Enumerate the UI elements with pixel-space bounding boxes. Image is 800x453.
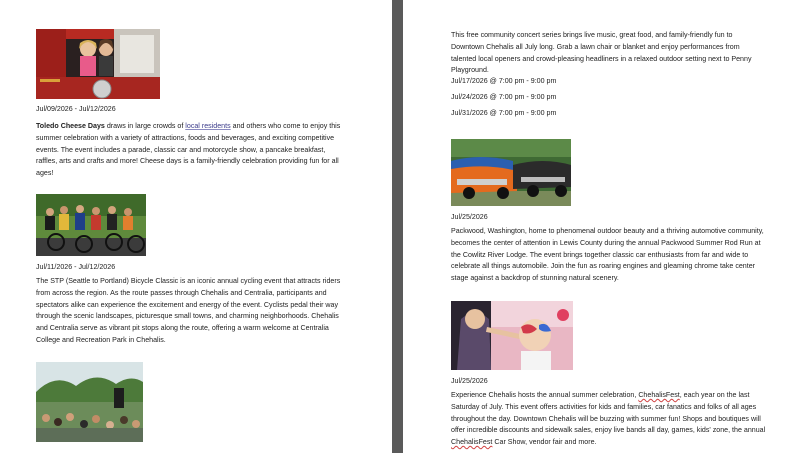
text-segment: draws in large crowds of — [104, 122, 186, 130]
event-photo-classic-cars — [451, 139, 571, 206]
event-photo-cyclists — [36, 194, 146, 256]
text-segment: and others who come to enjoy this summer celebration with a variety of attractions, foods and beverages, and exciting competitive events. The event includes a parade, classic car and motorcycle show, a pancake breakfast, raffles, arts and crafts and more! Cheese days is a family-friendly celebration providing fun for all ages! — [36, 122, 341, 178]
document-page-right — [403, 0, 800, 453]
local-residents-link[interactable]: local residents — [185, 122, 231, 130]
chehalisfest-word: ChehalisFest — [451, 438, 493, 447]
event-description — [36, 121, 343, 180]
event-description — [451, 390, 767, 449]
chehalisfest-word: ChehalisFest — [638, 391, 680, 399]
text-segment: , each year on the last Saturday of July. This event offers activities for kids and families, car fanatics and folks of all ages throughout the day. Downtown Chehalis will be buzzing with summer fun! Shops and boutiques will offer incredible discounts and sidewalk sales, enjoy live bands all day, games, kids' zone, the annual — [451, 391, 766, 435]
event-description: The STP (Seattle to Portland) Bicycle Classic is an iconic annual cycling event that attracts riders from across the region. As the route passes through Chehalis and Centralia, participants and spectators alike can experience the excitement and energy of the event. Cyclists pedal their way through the scenic landscapes, picturesque small towns, and charming neighborhoods. Chehalis and Centralia serve as vibrant pit stops along the route, offering a warm welcome at Centralia College and Recreation Park in Chehalis. — [36, 277, 341, 344]
event-date: Jul/25/2026 — [451, 213, 488, 221]
event-date: Jul/25/2026 — [451, 377, 488, 385]
text-segment: Experience Chehalis hosts the annual summer celebration, — [451, 391, 639, 399]
event-photo-fire-truck — [36, 29, 160, 99]
event-title: Toledo Cheese Days — [36, 122, 105, 130]
event-description: Packwood, Washington, home to phenomenal outdoor beauty and a thriving automotive community, becomes the center of attention in Lewis County during the annual Packwood Summer Rod Run at the Cowlitz River Lodge. The event brings together classic car enthusiasts from far and wide to celebrate all things automobile. Join the fun as roaring engines and gleaming chrome take center stage against a backdrop of stunning natural scenery. — [451, 227, 764, 283]
concert-description: This free community concert series brings live music, great food, and family-friendly fun to Downtown Chehalis all July long. Grab a lawn chair or blanket and enjoy performances from talented local openers and crowd-pleasing headliners in a relaxed outdoor setting next to Penny Playground. — [451, 31, 752, 75]
event-date: Jul/11/2026 - Jul/12/2026 — [36, 263, 116, 271]
document-page-left — [0, 0, 392, 453]
page-gutter — [392, 0, 403, 453]
event-photo-face-painting — [451, 301, 573, 370]
text-segment: Car Show, vendor fair and more. — [492, 438, 597, 447]
concert-date-3: Jul/31/2026 @ 7:00 pm - 9:00 pm — [451, 109, 557, 117]
concert-date-2: Jul/24/2026 @ 7:00 pm - 9:00 pm — [451, 93, 557, 101]
event-photo-concert — [36, 362, 143, 442]
event-date: Jul/09/2026 - Jul/12/2026 — [36, 105, 116, 113]
concert-date-1: Jul/17/2026 @ 7:00 pm - 9:00 pm — [451, 77, 557, 85]
